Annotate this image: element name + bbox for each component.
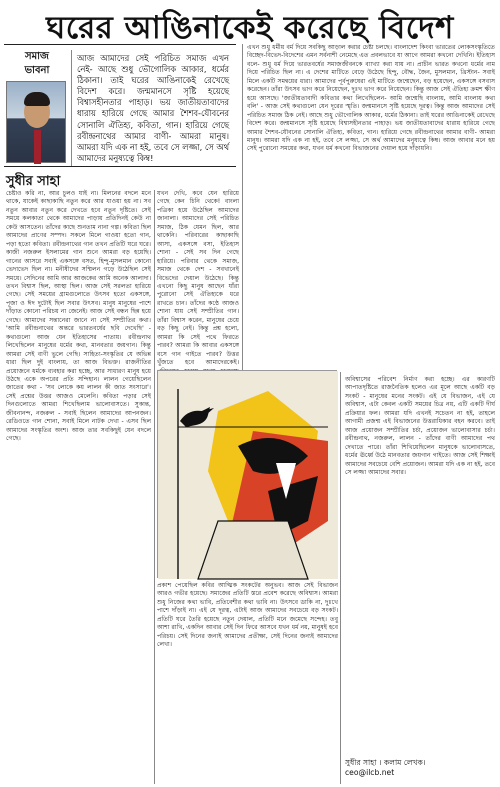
author-photo: [6, 81, 66, 163]
bottom-right-column: [345, 376, 495, 754]
section-label-line-1: সমাজ: [24, 51, 49, 62]
bottom-middle-text: প্রকাশ পেয়েছিল কবির আত্মিক সংকটের অনুভব। আজ সেই বিভাজন আরও গভীর হয়েছে। সমাজের প্রতিটি স্তরে প্রবেশ করেছে অবিশ্বাস। আমরা শুধু নিজের কথা ভাবি, প্রতিবেশীর কথা ভাবি না। উৎসবে ডাকি না, দুঃখে পাশে দাঁড়াই না। এই যে দূরত্ব, এটাই আজ আমাদের সবচেয়ে বড় সংকট। প্রতিটি ঘরে তৈরি হয়েছে নতুন দেয়াল, প্রতিটি মনে জমেছে সন্দেহ। তবু আশা রাখি, একদিন আবার সেই দিন ফিরে আসবে যখন ধর্ম নয়, মানুষই হবে পরিচয়। সেই দিনের জন্যই আমাদের প্রতীক্ষা, সেই দিনের জন্যই আমাদের লেখা।: [157, 582, 338, 649]
signature-name: সুধীর সাহা । কলাম লেখক।: [345, 758, 426, 767]
left-column: [6, 190, 151, 784]
section-label-line-2: ভাবনা: [24, 65, 50, 76]
figure-body: [198, 521, 308, 579]
illustration-svg: [158, 371, 338, 579]
bottom-right-text: অবিশ্বাসের পরিবেশ নির্মাণ করা হচ্ছে। এর কারণটি আপাতদৃষ্টিতে রাজনৈতিক হলেও এর মূলে আছে একটি বড় সংকট - মানুষের মনের সংকট। এই যে বিভাজন, এই যে অবিশ্বাস, এটা কেবল একটি সময়ের চিত্র নয়, এটি একটি দীর্ঘ প্রক্রিয়ার ফল। আমরা যদি এখনই সচেতন না হই, তাহলে আগামী প্রজন্ম এই বিভাজনের উত্তরাধিকার বহন করবে। তাই আজ প্রয়োজন সম্প্রীতির চর্চা, প্রয়োজন ভালোবাসার চর্চা। রবীন্দ্রনাথ, নজরুল, লালন - তাঁদের বাণী আমাদের পথ দেখাতে পারে। তাঁরা শিখিয়েছিলেন মানুষকে ভালোবাসতে, ধর্মের ঊর্ধ্বে উঠে মানবতার জয়গান গাইতে। আজ সেই শিক্ষাই আমাদের সবচেয়ে বেশি প্রয়োজন। আমরা যদি এক না হই, তবে সে লজ্জা আমাদের সবার।: [345, 376, 495, 476]
column-separator-right: [340, 372, 341, 784]
column-separator-left: [154, 190, 155, 784]
headline: ঘরের আঙিনাকেই করেছে বিদেশ: [46, 10, 454, 46]
section-label: [6, 50, 68, 78]
bottom-middle-column: [157, 582, 338, 784]
middle-column-text: যখন দেখি, কবে যেন হারিয়ে গেছে কেন চিনি থেকে! বাংলা পত্রিকা হয়ে উঠেছিল আমাদের জানালা। আমাদের সেই পরিচিত সমাজ, ঠিক যেমন ছিল, আর থাকেনি। পরিবারের কাছাকাছি আসা, একসঙ্গে বসা, ইতিহাস শোনা - সেই সব দিন গেছে হারিয়ে। পরিবার থেকে সমাজ, সমাজ থেকে দেশ - সবখানেই বিভেদের দেয়াল উঠেছে। কিন্তু এখনো কিছু মানুষ আছেন যাঁরা পুরোনো সেই ঐতিহ্যকে ধরে রাখতে চান। তাঁদের কণ্ঠে আজও শোনা যায় সেই সম্প্রীতির গান। তাঁরা বিশ্বাস করেন, মানুষের চেয়ে বড় কিছু নেই। কিন্তু প্রশ্ন হলো, আমরা কি সেই পথে ফিরতে পারব? আমরা কি আবার একসঙ্গে বসে গান গাইতে পারব? উত্তর খুঁজতে হবে আমাদেরকেই।: [157, 190, 239, 367]
middle-column: [157, 190, 239, 368]
author-hair: [24, 92, 50, 106]
signature-email: ceo@ilcb.net: [345, 768, 395, 777]
lede-separator: [71, 50, 72, 166]
top-right-column: [247, 44, 495, 370]
left-column-text: চেষ্টাও করি না, আর চুলও যাই না। মিলনের বদলে মনে থাকে, যাকেই কাছাকাছি নতুন করে আর যাওয়া হয় না। সব নতুন আবার নতুন করে দেখতে হবে নতুন দৃষ্টিতে। সেই সময়ে কলকাতা থেকে আমাদের পাড়ায় প্রতিদিনই কেউ না কেউ আসতেন। তাঁদের কাছে শুনতাম নানা গল্প। কবিতা ছিল আমাদের প্রাণের সম্পদ। সকলে মিলে গাওয়া হতো গান, পড়া হতো কবিতা। রবীন্দ্রনাথের গান তখন প্রতিটি ঘরে ঘরে। কাজী নজরুল ইসলামের গান শুনে আমরা বড় হয়েছি। গানের আসরে সবাই একসঙ্গে বসত, হিন্দু-মুসলমান কোনো ভেদাভেদ ছিল না। মনীষীদের সম্মিলন গড়ে উঠেছিল সেই সময়ে। সেদিনের আমি আর আজকের আমি অনেক আলাদা। তখন বিশ্বাস ছিল, আস্থা ছিল। আজ সেই সরলতা হারিয়ে গেছে। সেই সময়ের গ্রামগুলোতে উৎসব হতো একসঙ্গে, পূজা ও ঈদ দুটোই ছিল সবার উৎসব। মানুষ মানুষের পাশে দাঁড়াত কোনো পরিচয় না জেনেই। আজ সেই বন্ধন ছিন্ন হয়ে গেছে। আমাদের সন্তানেরা জানে না সেই সম্প্রীতির কথা। 'আমি রবীন্দ্রনাথের অন্তরে ভারতবর্ষের ছবি দেখেছি' - কথাগুলো আজ যেন ইতিহাসের পাতায়। রবীন্দ্রনাথ লিখেছিলেন মানুষের ধর্মের কথা, মানবতার জয়গান। কিন্তু আমরা সেই বাণী ভুলে গেছি। সাহিত্য-সংস্কৃতির যে অভিন্ন ধারা ছিল দুই বাংলায়, তা আজ বিভক্ত। রাজনীতির প্রয়োজনে ধর্মকে ব্যবহার করা হচ্ছে, আর সাধারণ মানুষ হয়ে উঠছে একে অপরের প্রতি সন্দিহান। লালন গেয়েছিলেন জাতের কথা - 'সব লোকে কয় লালন কী জাত সংসারে'। সেই প্রশ্নের উত্তর আজও মেলেনি। কবিতা পড়ার সেই দিনগুলোতে আমরা শিখেছিলাম ভালোবাসতে। সুকান্ত, জীবনানন্দ, নজরুল - সবাই ছিলেন আমাদের আপনজন। রেডিওতে গান শোনা, সবাই মিলে নাটক দেখা - এসব ছিল আমাদের সংস্কৃতির অংশ। আজ তার সবকিছুই যেন বদলে গেছে।: [6, 190, 151, 443]
top-right-text: এখন শুধু ধর্মীয় বর্ম দিয়ে সবকিছু আড়াল করার চেষ্টা চলছে। বাংলাদেশ কিংবা ভারতের লোকসংস্কৃতিতে বিচ্ছেদ-বিভেদ-বিদেশের এমন সর্বনাশী নেমেছে এত প্রবলভাবে যা আগে আমরা কখনো দেখিনি। ইতিহাস বলে- শুধু ধর্ম দিয়ে ভারতবর্ষের সমাজজীবনকে ব্যাখ্যা করা যায় না। প্রাচীন ভারত কখনো ধর্মের নাম দিয়ে পরিচিত ছিল না। এ দেশের মাটিতে বেড়ে উঠেছে হিন্দু, বৌদ্ধ, জৈন, মুসলমান, খ্রিস্টান- সবাই মিলে একটি সমন্বয়ের ধারা। আমাদের পূর্বপুরুষেরা এই মাটিতে জন্মেছেন, বড় হয়েছেন, একসঙ্গে বসবাস করেছেন। তাঁরা উৎসব ভাগ করে নিয়েছেন, দুঃখ ভাগ করে নিয়েছেন। কিন্তু আজ সেই ঐতিহ্য ক্রমশ ক্ষীণ হয়ে আসছে। 'জাতীয়তাবাদী কবিতার কথা লিখেছিলেন- আমি জন্মেছি বাংলায়, আমি বাংলায় কথা বলি' - আজ সেই কথাগুলো যেন দূরের স্মৃতি। জন্মমানসে সৃষ্টি হয়েছে দূরত্ব। কিন্তু আজ আমাদের সেই পরিচিত সমাজ ঠিক নেই। আছে শুধু ভৌগোলিক আকার, ধর্মের ঠিকানা। তাই ঘরের আঙিনাকেই রেখেছে বিদেশ করে। জন্মমানসে সৃষ্টি হয়েছে বিশ্বাসহীনতার পাহাড়। ভয় জাতীয়তাবাদের ধারায় হারিয়ে গেছে আমার শৈশব-যৌবনের সোনালি ঐতিহ্য, কবিতা, গান। হারিয়ে গেছে রবীন্দ্রনাথের আমার বাণী- আমরা মানুষ। আমরা যদি এক না হই, তবে সে লজ্জা, সে অর্থ আমাদের মনুষ্যত্বে কিম্ব। আজ আবার মনে হয় সেই পুরোনো সময়ের কথা, যখন ধর্ম কখনো বিভাজনের দেয়াল হয়ে দাঁড়ায়নি।: [247, 44, 495, 153]
author-name: সুধীর সাহা: [6, 174, 61, 189]
header-rule: [4, 44, 236, 45]
column-separator-top: [242, 44, 243, 372]
author-tie: [34, 130, 41, 164]
illustration: [157, 370, 337, 578]
lede-rule: [4, 166, 236, 167]
signature-block: [345, 758, 426, 778]
lede-paragraph: আজ আমাদের সেই পরিচিত সমাজ এখন নেই- আছে শুধু ভৌগোলিক আকার, ধর্মের ঠিকানা। তাই ঘরের আঙিনাকেই রেখেছে বিদেশ করে। জন্মমানসে সৃষ্টি হয়েছে বিশ্বাসহীনতার পাহাড়। ভয় জাতীয়তাবাদের ধারায় হারিয়ে গেছে আমার শৈশব-যৌবনের সোনালি ঐতিহ্য, কবিতা, গান। হারিয়ে গেছে রবীন্দ্রনাথের আমার বাণী- আমরা মানুষ। আমরা যদি এক না হই, তবে সে লজ্জা, সে অর্থ আমাদের মনুষ্যত্বে কিম্ব!: [77, 53, 229, 163]
